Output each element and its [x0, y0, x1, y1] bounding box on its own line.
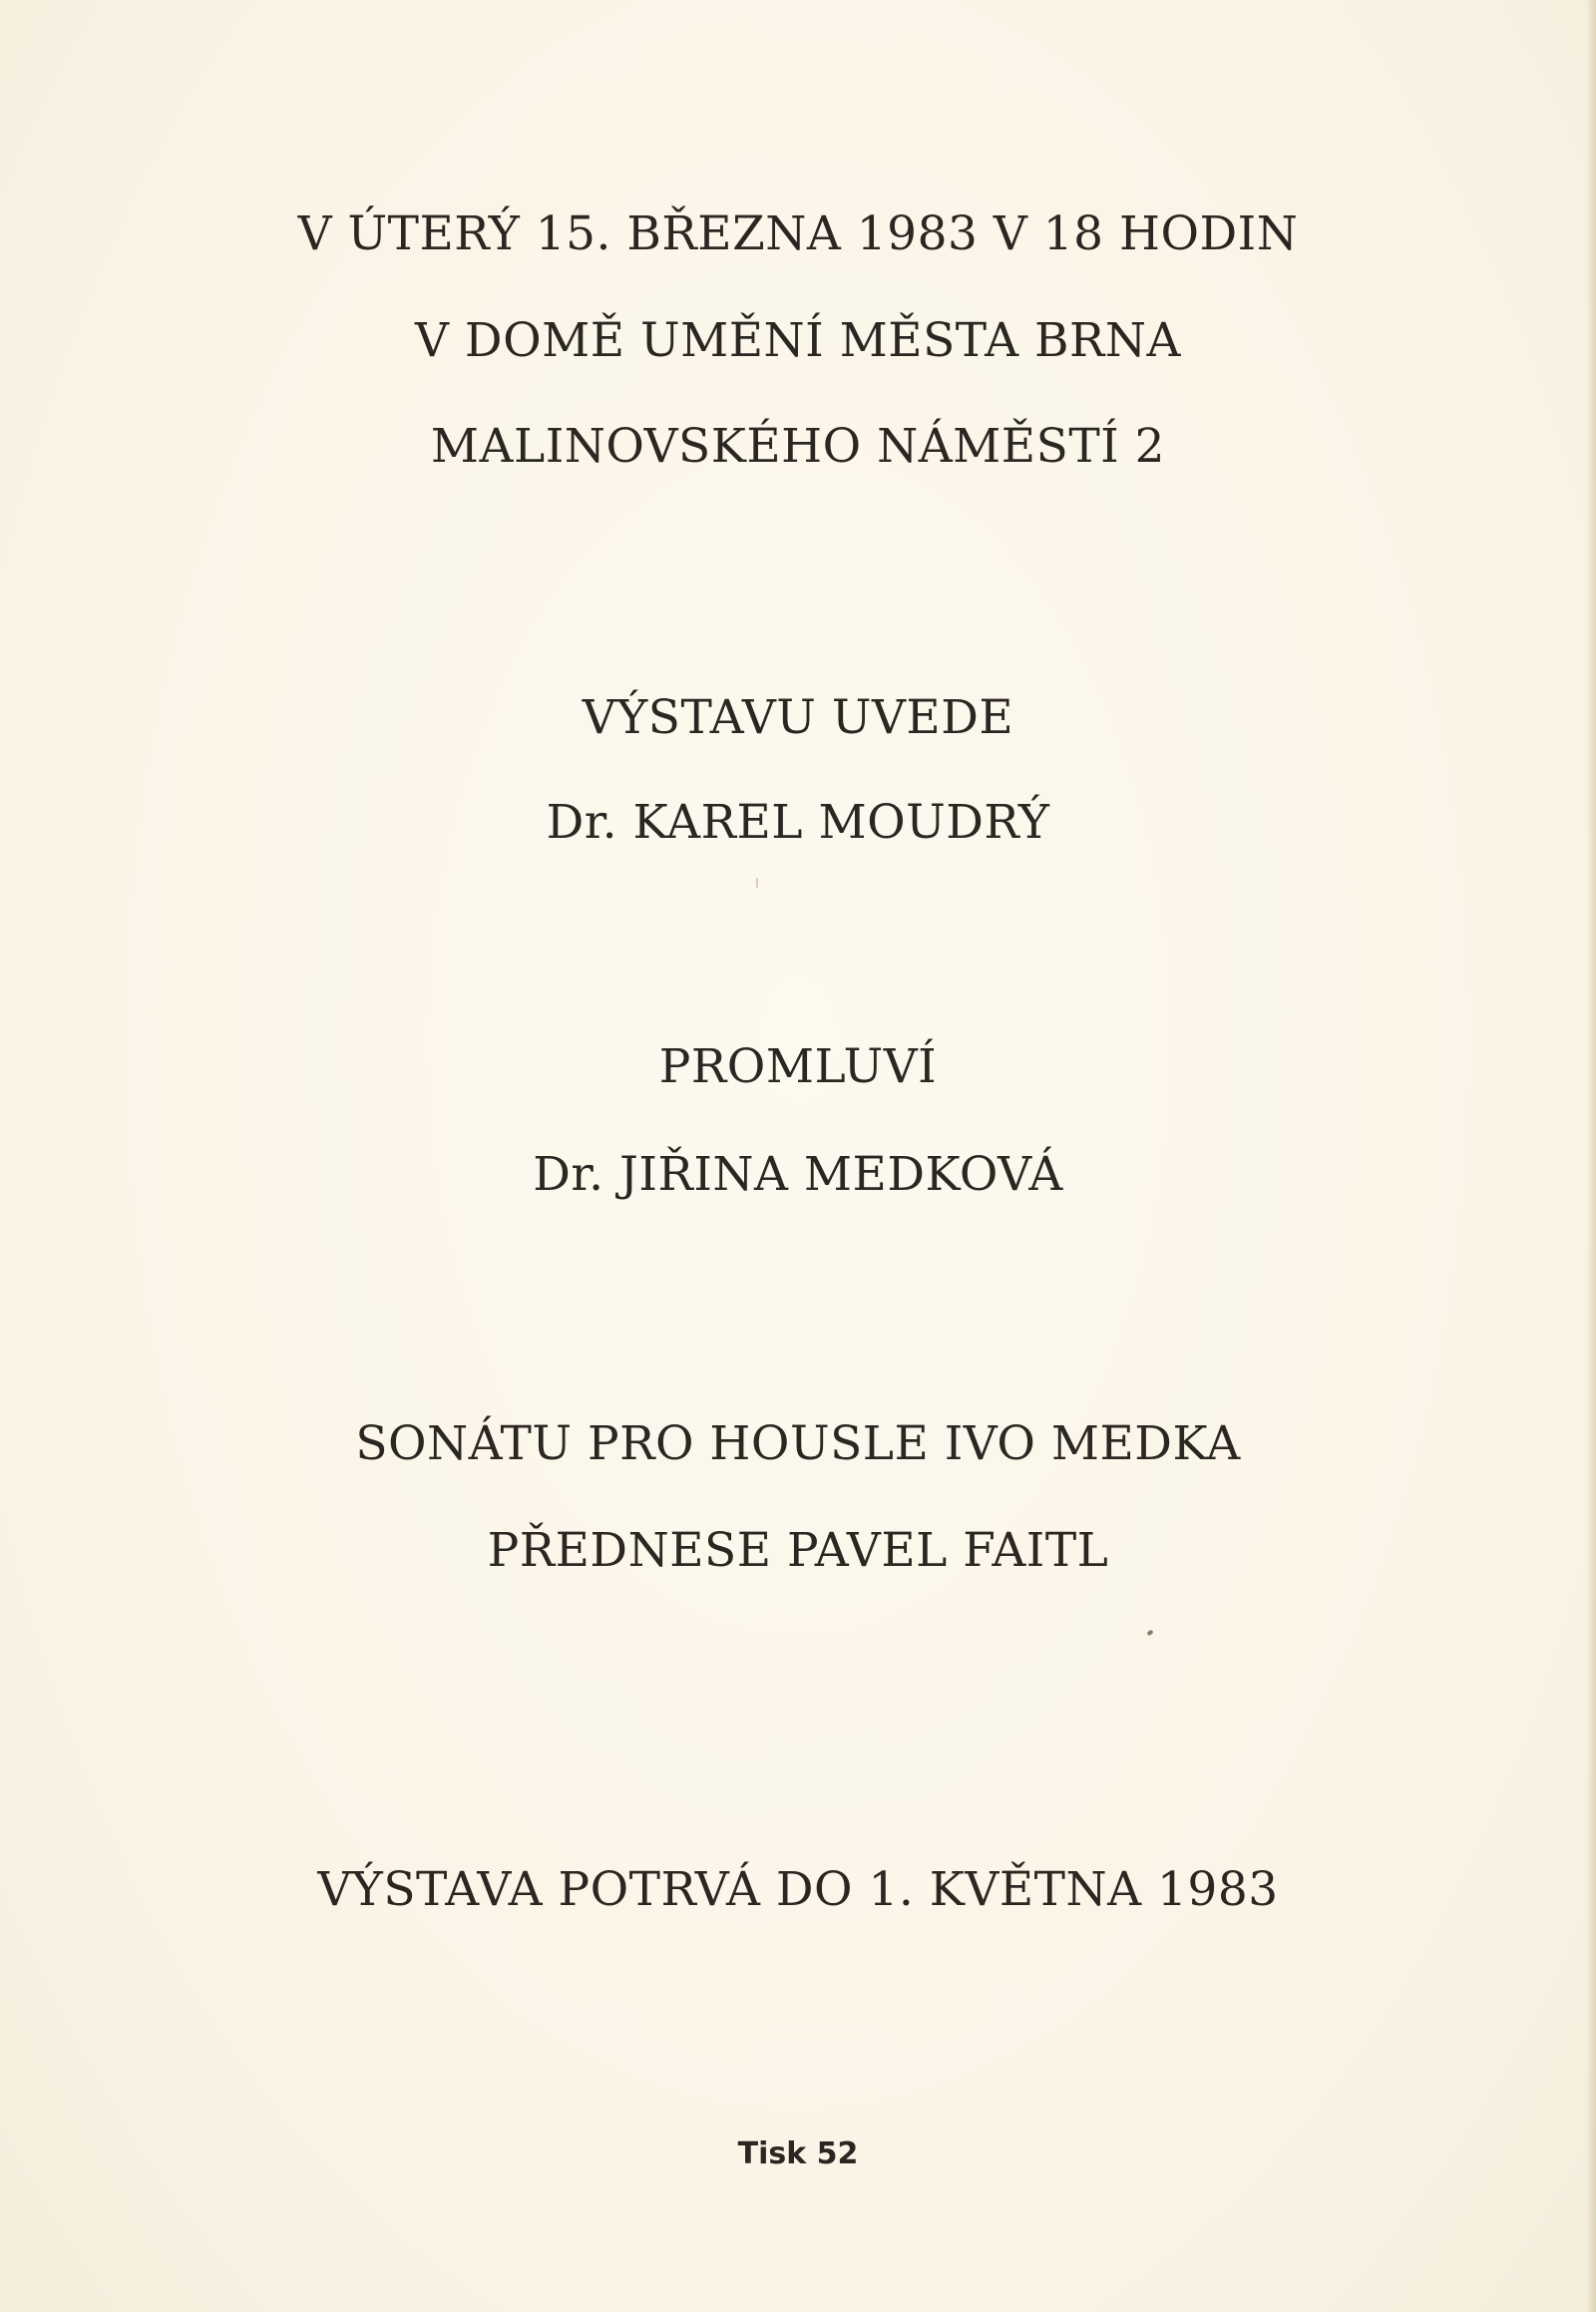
opening-heading: VÝSTAVU UVEDE [582, 690, 1014, 745]
paper-speck [1146, 1630, 1153, 1637]
music-line: SONÁTU PRO HOUSLE IVO MEDKA [355, 1416, 1241, 1471]
venue-line: V DOMĚ UMĚNÍ MĚSTA BRNA [415, 313, 1181, 368]
performer-line: PŘEDNESE PAVEL FAITL [487, 1523, 1109, 1578]
speech-heading: PROMLUVÍ [658, 1039, 938, 1094]
opening-person: Dr. KAREL MOUDRÝ [546, 795, 1050, 850]
paper-speck [756, 878, 758, 888]
speech-person: Dr. JIŘINA MEDKOVÁ [533, 1147, 1063, 1202]
print-mark: Tisk 52 [737, 2136, 859, 2171]
duration-line: VÝSTAVA POTRVÁ DO 1. KVĚTNA 1983 [317, 1862, 1279, 1917]
address-line: MALINOVSKÉHO NÁMĚSTÍ 2 [430, 419, 1166, 474]
date-line: V ÚTERÝ 15. BŘEZNA 1983 V 18 HODIN [297, 206, 1299, 261]
